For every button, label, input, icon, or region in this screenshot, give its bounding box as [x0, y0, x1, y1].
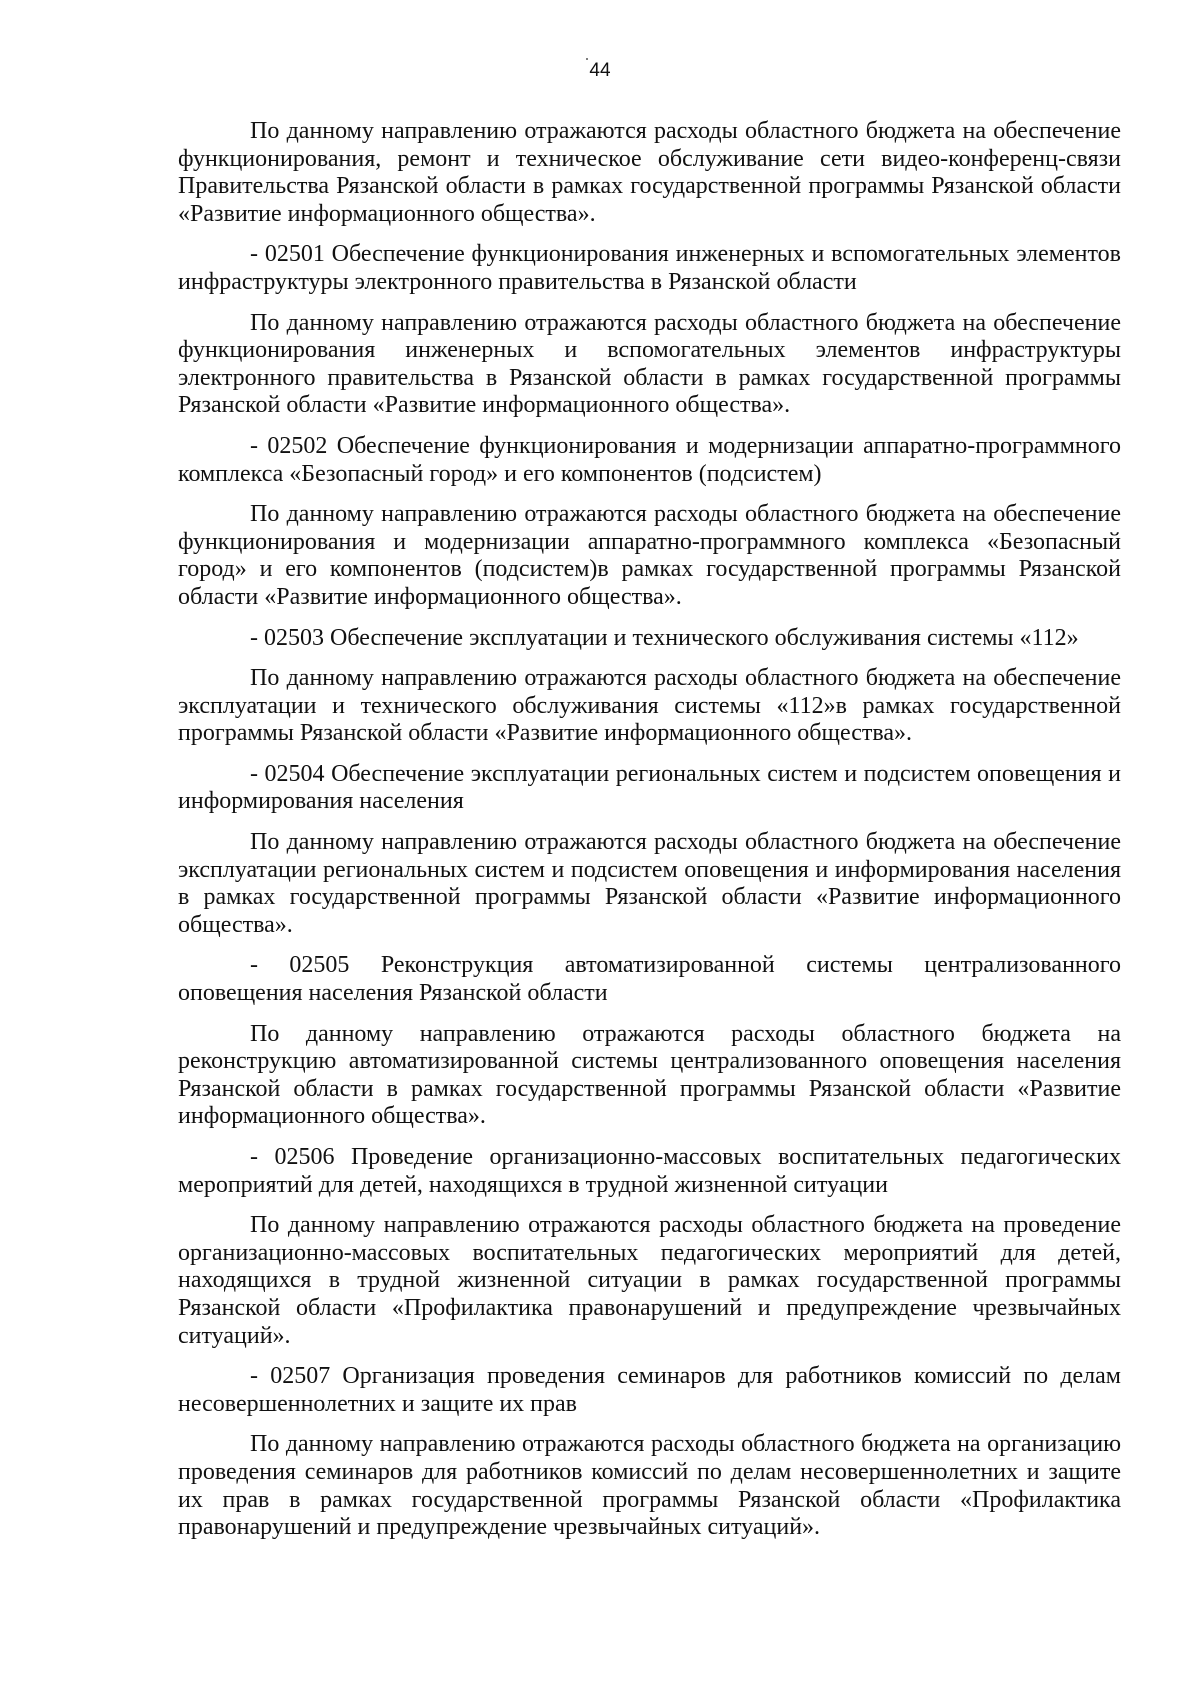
paragraph-heading-02502: - 02502 Обеспечение функционирования и модернизации аппаратно-программного комплекса «Безопасный город» и его компонентов (подсистем) [178, 432, 1121, 487]
paragraph-heading-02504: - 02504 Обеспечение эксплуатации региональных систем и подсистем оповещения и информирования населения [178, 760, 1121, 815]
paragraph-heading-02503: - 02503 Обеспечение эксплуатации и технического обслуживания системы «112» [250, 624, 1079, 651]
paragraph-body: По данному направлению отражаются расходы областного бюджета на обеспечение эксплуатации и технического обслуживания системы «112»в рамках государственной программы Рязанской области «Развитие информационного общества». [178, 665, 1121, 747]
paragraph-body: По данному направлению отражаются расходы областного бюджета на обеспечение функционирования, ремонт и техническое обслуживание сети видео-конференц-связи Правительства Рязанской области в рамках государственной программы Рязанской области «Развитие информационного общества». [178, 118, 1121, 227]
paragraph-heading-02505: - 02505 Реконструкция автоматизированной системы централизованного оповещения населения Рязанской области [178, 952, 1121, 1007]
document-body [178, 118, 1121, 1542]
paragraph-body: По данному направлению отражаются расходы областного бюджета на обеспечение функционирования инженерных и вспомогательных элементов инфраструктуры электронного правительства в Рязанской области в рамках государственной программы Рязанской области «Развитие информационного общества». [178, 309, 1121, 419]
paragraph-body: По данному направлению отражаются расходы областного бюджета на обеспечение функционирования и модернизации аппаратно-программного комплекса «Безопасный город» и его компонентов (подсистем)в рамках государственной программы Рязанской области «Развитие информационного общества». [178, 501, 1121, 610]
paragraph-heading-02501: - 02501 Обеспечение функционирования инженерных и вспомогательных элементов инфраструктуры электронного правительства в Рязанской области [178, 241, 1121, 295]
paragraph-body: По данному направлению отражаются расходы областного бюджета на реконструкцию автоматизированной системы централизованного оповещения населения Рязанской области в рамках государственной программы Рязанской области «Развитие информационного общества». [178, 1020, 1121, 1130]
paragraph-body: По данному направлению отражаются расходы областного бюджета на обеспечение эксплуатации региональных систем и подсистем оповещения и информирования населения в рамках государственной программы Рязанской области «Развитие информационного общества». [178, 829, 1121, 938]
paragraph-heading-02507: - 02507 Организация проведения семинаров для работников комиссий по делам несовершеннолетних и защите их прав [178, 1363, 1121, 1417]
page-number: 44 [589, 60, 611, 81]
paragraph-body: По данному направлению отражаются расходы областного бюджета на организацию проведения семинаров для работников комиссий по делам несовершеннолетних и защите их прав в рамках государственной программы Рязанской области «Профилактика правонарушений и предупреждение чрезвычайных ситуаций». [178, 1431, 1121, 1541]
paragraph-heading-02506: - 02506 Проведение организационно-массовых воспитательных педагогических мероприятий для детей, находящихся в трудной жизненной ситуации [178, 1144, 1121, 1198]
paragraph-body: По данному направлению отражаются расходы областного бюджета на проведение организационно-массовых воспитательных педагогических мероприятий для детей, находящихся в трудной жизненной ситуации в рамках государственной программы Рязанской области «Профилактика правонарушений и предупреждение чрезвычайных ситуаций». [178, 1212, 1121, 1349]
